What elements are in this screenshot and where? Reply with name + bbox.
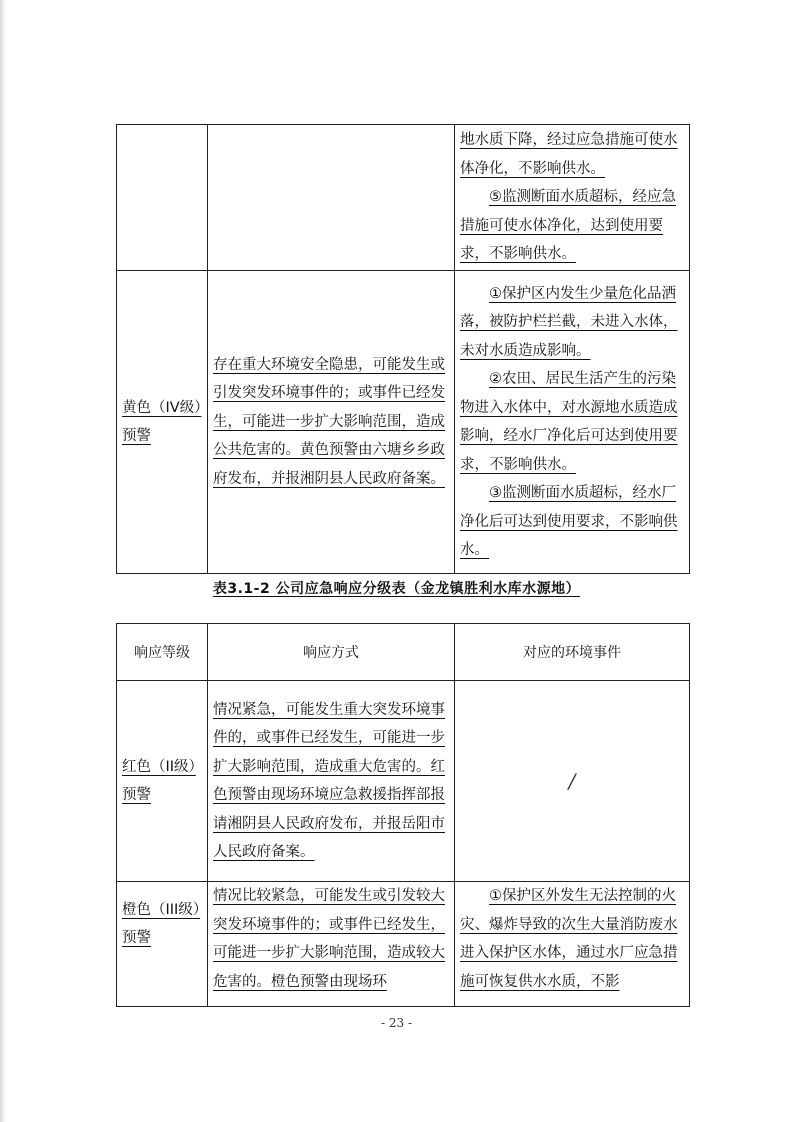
- events-cell: [455, 125, 690, 271]
- event-text: 地水质下降，经过应急措施可使水体净化，不影响供水。: [460, 132, 678, 177]
- events-cell: [455, 271, 690, 574]
- event-text: /: [568, 769, 576, 793]
- level-cell: [117, 882, 208, 1007]
- response-cell: [208, 271, 455, 574]
- level-cell-empty: [117, 125, 208, 271]
- events-cell: [455, 882, 690, 1007]
- level-cell: [117, 271, 208, 574]
- table-header-row: [117, 624, 690, 681]
- level-label: 黄色（IV级）预警: [122, 400, 202, 444]
- response-cell-empty: [208, 125, 455, 271]
- response-text: 存在重大环境安全隐患，可能发生或引发突发环境事件的；或事件已经发生，可能进一步扩大影响范围，造成公共危害的。黄色预警由六塘乡乡政府发布，并报湘阴县人民政府备案。: [213, 356, 445, 487]
- level-label: 红色（II级）预警: [122, 759, 196, 803]
- event-text: ③监测断面水质超标，经水厂净化后可达到使用要求，不影响供水。: [460, 485, 678, 558]
- column-header: 对应的环境事件: [455, 624, 690, 681]
- column-header: 响应等级: [117, 624, 208, 681]
- level-cell: [117, 681, 208, 882]
- response-text: 情况紧急，可能发生重大突发环境事件的，或事件已经发生，可能进一步扩大影响范围，造成重大危害的。红色预警由现场环境应急救援指挥部报请湘阴县人民政府发布，并报岳阳市人民政府备案。: [213, 701, 445, 860]
- table-continued: [116, 124, 690, 574]
- response-text: 情况比较紧急，可能发生或引发较大突发环境事件的；或事件已经发生，可能进一步扩大影响范围，造成较大危害的。橙色预警由现场环: [213, 888, 445, 990]
- response-level-table: [116, 623, 690, 1007]
- table-row: [117, 681, 690, 882]
- event-text: ①保护区内发生少量危化品洒落，被防护栏拦截，未进入水体，未对水质造成影响。: [460, 285, 678, 359]
- table-caption: 表3.1-2 公司应急响应分级表（金龙镇胜利水库水源地）: [212, 581, 581, 597]
- table-row: [117, 125, 690, 271]
- events-cell: [455, 681, 690, 882]
- response-cell: [208, 681, 455, 882]
- scan-edge: [0, 0, 6, 1122]
- response-cell: [208, 882, 455, 1007]
- event-text: ①保护区外发生无法控制的火灾、爆炸导致的次生大量消防废水进入保护区水体，通过水厂应急措施可恢复供水水质，不影: [460, 888, 678, 990]
- event-text: ⑤监测断面水质超标，经应急措施可使水体净化，达到使用要求，不影响供水。: [460, 189, 676, 263]
- table-row: [117, 882, 690, 1007]
- level-label: 橙色（III级）预警: [122, 902, 201, 946]
- column-header: 响应方式: [208, 624, 455, 681]
- event-text: ②农田、居民生活产生的污染物进入水体中，对水源地水质造成影响，经水厂净化后可达到使用要求，不影响供水。: [460, 371, 678, 473]
- page-number: - 23 -: [380, 1016, 412, 1030]
- table-row: [117, 271, 690, 574]
